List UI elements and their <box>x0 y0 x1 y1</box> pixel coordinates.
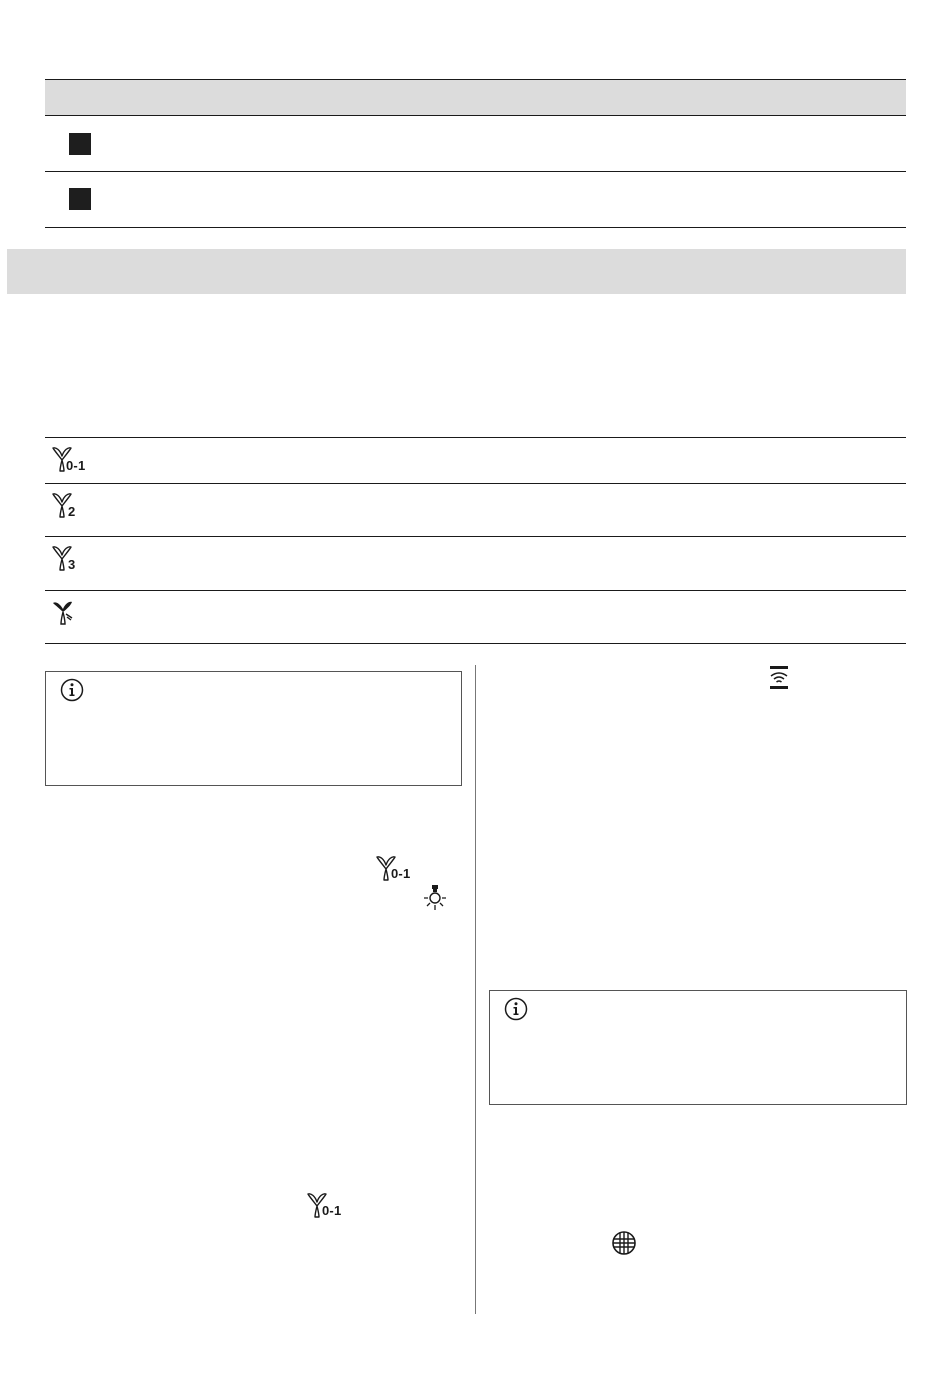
black-square-marker <box>69 188 91 210</box>
fan-table-top-rule <box>45 437 906 438</box>
hob-wifi-icon <box>766 665 792 691</box>
info-icon <box>60 678 84 702</box>
fan-speed-subscript: 0-1 <box>322 1203 342 1218</box>
fan-speed-subscript: 0-1 <box>66 458 86 473</box>
grid-icon <box>611 1230 637 1256</box>
info-note-box <box>489 990 907 1105</box>
info-icon <box>504 997 528 1021</box>
fan-table-row-rule <box>45 590 906 591</box>
fan-speed-subscript: 0-1 <box>391 866 411 881</box>
fan-speed-subscript: 2 <box>68 504 76 519</box>
top-table-header-rule <box>45 115 906 116</box>
info-note-box <box>45 671 462 786</box>
fan-boost-icon <box>50 600 76 626</box>
top-table-header <box>45 80 906 115</box>
column-divider <box>475 665 476 1314</box>
top-table-row-rule <box>45 171 906 172</box>
top-table-bottom-rule <box>45 227 906 228</box>
fan-table-row-rule <box>45 483 906 484</box>
light-icon <box>422 884 448 912</box>
section-header-band <box>7 249 906 294</box>
fan-table-bottom-rule <box>45 643 906 644</box>
black-square-marker <box>69 133 91 155</box>
fan-speed-subscript: 3 <box>68 557 76 572</box>
fan-table-row-rule <box>45 536 906 537</box>
